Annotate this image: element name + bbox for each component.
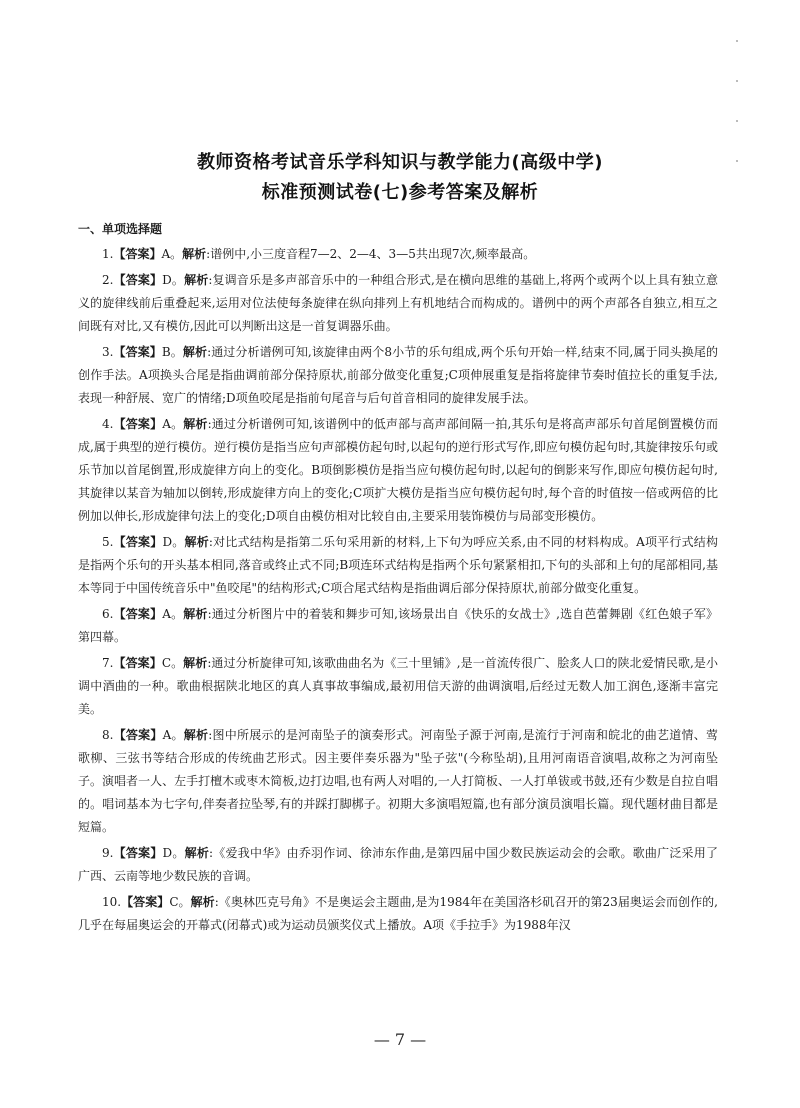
answer-label: 【答案】 <box>113 607 163 621</box>
answer-letter: B。 <box>161 345 183 359</box>
analysis-label: 解析 <box>190 895 215 909</box>
document-title <box>0 148 800 208</box>
answer-label: 【答案】 <box>113 417 163 431</box>
answer-letter: D。 <box>162 846 185 860</box>
section-heading: 一、单项选择题 <box>78 222 163 236</box>
analysis-label: 解析 <box>182 247 207 261</box>
item-number: 10. <box>102 895 122 909</box>
answer-label: 【答案】 <box>113 247 162 261</box>
answer-content <box>78 217 718 940</box>
answer-item <box>78 724 718 839</box>
item-number: 2. <box>102 273 114 287</box>
analysis-text: :《奥林匹克号角》不是奥运会主题曲,是为1984年在美国洛杉矶召开的第23届奥运会而创作的,几乎在每届奥运会的开幕式(闭幕式)或为运动员颁奖仪式上播放。A项《手拉手》为1988年汉 <box>78 895 718 932</box>
answer-letter: A。 <box>162 607 184 621</box>
analysis-text: :图中所展示的是河南坠子的演奏形式。河南坠子源于河南,是流行于河南和皖北的曲艺道情、莺歌柳、三弦书等结合形成的传统曲艺形式。因主要伴奏乐器为"坠子弦"(今称坠胡),且用河南语音演唱,故称之为河南坠子。演唱者一人、左手打檀木或枣木简板,边打边唱,也有两人对唱的,一人打简板、一人打单钹或书鼓,还有少数是自拉自唱的。唱词基本为七字句,伴奏者拉坠琴,有的并踩打脚梆子。初期大多演唱短篇,也有部分演员演唱长篇。现代题材曲目都是短篇。 <box>78 728 718 834</box>
answer-item <box>78 269 718 338</box>
analysis-label: 解析 <box>182 345 208 359</box>
answer-item <box>78 531 718 600</box>
analysis-text: :《爱我中华》由乔羽作词、徐沛东作曲,是第四届中国少数民族运动会的会歌。歌曲广泛采用了广西、云南等地少数民族的音调。 <box>78 846 718 883</box>
item-number: 7. <box>102 656 114 670</box>
analysis-label: 解析 <box>183 417 208 431</box>
item-number: 5. <box>102 535 114 549</box>
answer-label: 【答案】 <box>113 656 162 670</box>
analysis-label: 解析 <box>183 728 209 742</box>
answer-item <box>78 842 718 888</box>
answer-label: 【答案】 <box>113 345 162 359</box>
answer-label: 【答案】 <box>113 846 163 860</box>
analysis-label: 解析 <box>183 656 208 670</box>
answer-label: 【答案】 <box>113 728 163 742</box>
analysis-label: 解析 <box>184 273 209 287</box>
page-number: — 7 — <box>373 1030 427 1049</box>
item-number: 1. <box>102 247 114 261</box>
analysis-text: :对比式结构是指第二乐句采用新的材料,上下句为呼应关系,由不同的材料构成。A项平行式结构是指两个乐句的开头基本相同,落音或终止式不同;B项连环式结构是指两个乐句紧紧相扣,下句的头部和上句的尾部相同,基本等同于中国传统音乐中"鱼咬尾"的结构形式;C项合尾式结构是指曲调后部分保持原状,前部分做变化重复。 <box>78 535 718 595</box>
analysis-label: 解析 <box>184 846 210 860</box>
title-line-1: 教师资格考试音乐学科知识与教学能力(高级中学) <box>197 152 603 173</box>
answer-letter: D。 <box>162 535 185 549</box>
answer-item <box>78 243 718 266</box>
answer-item <box>78 891 718 937</box>
title-line-2: 标准预测试卷(七)参考答案及解析 <box>261 182 539 203</box>
analysis-text: :通过分析旋律可知,该歌曲曲名为《三十里铺》,是一首流传很广、脍炙人口的陕北爱情民歌,是小调中酒曲的一种。歌曲根据陕北地区的真人真事故事编成,最初用信天游的曲调演唱,后经过无数人加工润色,逐渐丰富完美。 <box>78 656 718 716</box>
answer-letter: D。 <box>162 273 185 287</box>
answer-label: 【答案】 <box>113 535 163 549</box>
answer-letter: C。 <box>169 895 191 909</box>
analysis-text: :通过分析谱例可知,该旋律由两个8小节的乐句组成,两个乐句开始一样,结束不同,属于同头换尾的创作手法。A项换头合尾是指曲调前部分保持原状,前部分做变化重复;C项伸展重复是指将旋律节奏时值拉长的重复手法,表现一种舒展、宽广的情绪;D项鱼咬尾是指前句尾音与后句首音相同的旋律发展手法。 <box>78 345 718 405</box>
answer-label: 【答案】 <box>113 273 163 287</box>
item-number: 3. <box>102 345 114 359</box>
answer-item <box>78 603 718 649</box>
analysis-label: 解析 <box>184 535 209 549</box>
item-number: 8. <box>102 728 114 742</box>
item-number: 9. <box>102 846 114 860</box>
answer-label: 【答案】 <box>121 895 170 909</box>
analysis-text: :谱例中,小三度音程7—2、2—4、3—5共出现7次,频率最高。 <box>206 247 536 261</box>
analysis-text: :通过分析图片中的着装和舞步可知,该场景出自《快乐的女战士》,选自芭蕾舞剧《红色娘子军》第四幕。 <box>78 607 718 644</box>
analysis-text: :复调音乐是多声部音乐中的一种组合形式,是在横向思维的基础上,将两个或两个以上具有独立意义的旋律线前后重叠起来,运用对位法使每条旋律在纵向排列上有机地结合而构成的。谱例中的两个声部各自独立,相互之间既有对比,又有模仿,因此可以判断出这是一首复调器乐曲。 <box>78 273 718 333</box>
answer-letter: A。 <box>162 417 184 431</box>
answer-item <box>78 341 718 410</box>
answer-letter: A。 <box>161 247 183 261</box>
answer-letter: A。 <box>162 728 184 742</box>
analysis-label: 解析 <box>183 607 208 621</box>
item-number: 4. <box>102 417 114 431</box>
answer-item <box>78 652 718 721</box>
answer-list <box>78 243 718 937</box>
item-number: 6. <box>102 607 114 621</box>
answer-letter: C。 <box>161 656 184 670</box>
analysis-text: :通过分析谱例可知,该谱例中的低声部与高声部间隔一拍,其乐句是将高声部乐句首尾倒置模仿而成,属于典型的逆行模仿。逆行模仿是指当应句声部模仿起句时,以起句的逆行形式写作,即应句模仿起句时,其旋律按乐句或乐节加以首尾倒置,形成旋律方向上的变化。B项倒影模仿是指当应句模仿起句时,以起句的倒影来写作,即应句模仿起句时,其旋律以某音为轴加以倒转,形成旋律方向上的变化;C项扩大模仿是指当应句模仿起句时,每个音的时值按一倍或两倍的比例加以伸长,形成旋律句法上的变化;D项自由模仿相对比较自由,主要采用装饰模仿与局部变形模仿。 <box>78 417 718 523</box>
answer-item <box>78 413 718 528</box>
